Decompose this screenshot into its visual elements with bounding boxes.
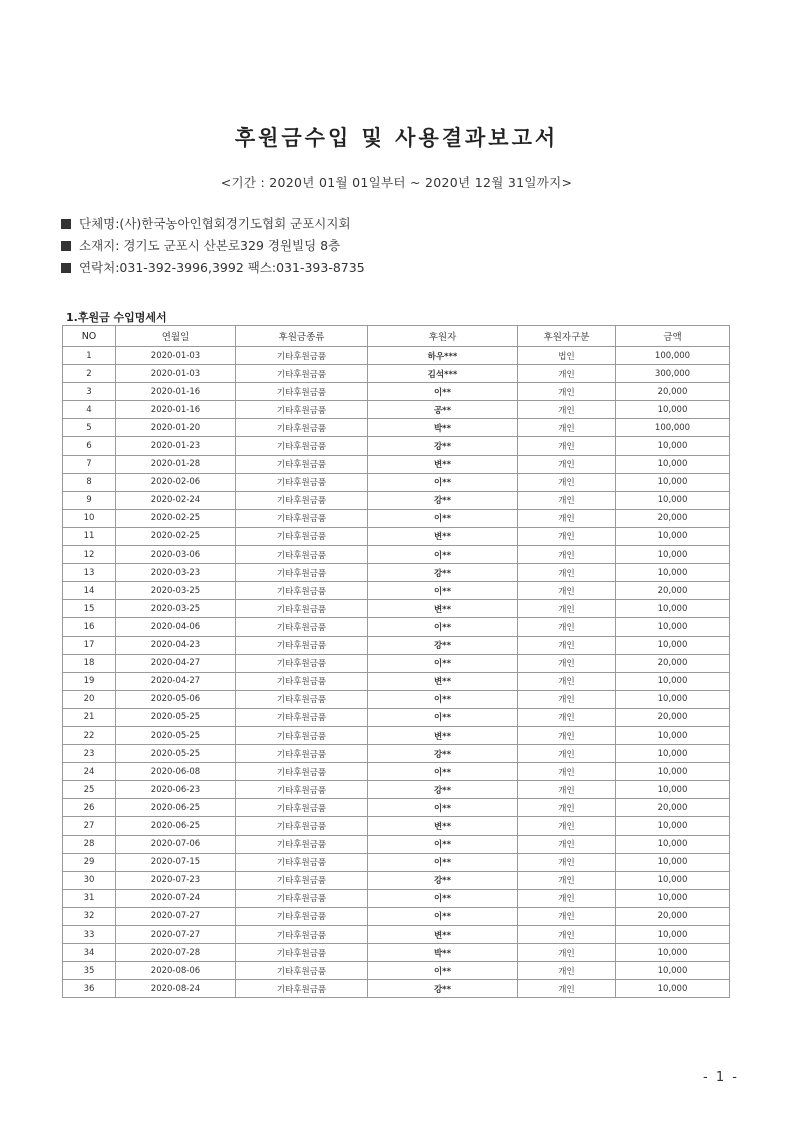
table-row [63,980,730,998]
row-donation-type: 기타후원금품 [236,600,368,618]
row-date: 2020-05-25 [116,708,236,726]
row-donation-type: 기타후원금품 [236,546,368,564]
row-donor: 강** [368,781,518,799]
row-donor-category: 개인 [518,962,616,980]
row-donor-category: 법인 [518,347,616,365]
row-donor: 이** [368,962,518,980]
row-no: 15 [63,600,116,618]
row-amount: 10,000 [616,962,730,980]
row-no: 5 [63,419,116,437]
row-no: 35 [63,962,116,980]
square-bullet-icon [61,241,71,251]
row-donation-type: 기타후원금품 [236,907,368,925]
row-amount: 10,000 [616,546,730,564]
row-donor-category: 개인 [518,817,616,835]
row-no: 18 [63,654,116,672]
row-donor-category: 개인 [518,944,616,962]
table-row [63,889,730,907]
row-donor-category: 개인 [518,926,616,944]
row-donor-category: 개인 [518,582,616,600]
row-donor-category: 개인 [518,672,616,690]
row-date: 2020-01-16 [116,383,236,401]
info-line-contact [61,257,365,279]
square-bullet-icon [61,263,71,273]
row-amount: 20,000 [616,509,730,527]
row-no: 32 [63,907,116,925]
row-amount: 10,000 [616,781,730,799]
row-amount: 10,000 [616,980,730,998]
table-row [63,962,730,980]
row-no: 21 [63,708,116,726]
row-donation-type: 기타후원금품 [236,509,368,527]
row-donor-category: 개인 [518,745,616,763]
table-row [63,455,730,473]
row-date: 2020-07-24 [116,889,236,907]
table-row [63,509,730,527]
row-donor-category: 개인 [518,618,616,636]
row-date: 2020-07-23 [116,871,236,889]
table-row [63,708,730,726]
row-no: 7 [63,455,116,473]
row-donor-category: 개인 [518,781,616,799]
row-date: 2020-06-08 [116,763,236,781]
row-donor-category: 개인 [518,654,616,672]
table-row [63,672,730,690]
row-donation-type: 기타후원금품 [236,365,368,383]
row-donor: 이** [368,799,518,817]
row-donor: 박** [368,944,518,962]
row-donor: 하우*** [368,347,518,365]
row-amount: 20,000 [616,582,730,600]
organization-info [61,213,365,279]
row-amount: 10,000 [616,745,730,763]
row-date: 2020-04-23 [116,636,236,654]
report-period: <기간 : 2020년 01월 01일부터 ~ 2020년 12월 31일까지> [220,175,573,190]
table-row [63,763,730,781]
row-date: 2020-03-25 [116,600,236,618]
row-no: 8 [63,473,116,491]
row-donor: 변** [368,455,518,473]
row-amount: 10,000 [616,726,730,744]
row-donor: 이** [368,618,518,636]
row-amount: 20,000 [616,708,730,726]
row-amount: 10,000 [616,871,730,889]
row-donor-category: 개인 [518,907,616,925]
row-donor-category: 개인 [518,636,616,654]
row-no: 19 [63,672,116,690]
row-donor-category: 개인 [518,455,616,473]
row-date: 2020-07-15 [116,853,236,871]
row-donor: 강** [368,437,518,455]
row-donation-type: 기타후원금품 [236,835,368,853]
table-row [63,419,730,437]
row-donor: 강** [368,745,518,763]
donation-income-table [62,325,730,998]
row-donor: 공** [368,401,518,419]
row-amount: 20,000 [616,799,730,817]
row-date: 2020-06-25 [116,817,236,835]
header-no: NO [63,326,116,347]
table-row [63,799,730,817]
table-row [63,817,730,835]
page-number: - 1 - [703,1070,739,1085]
row-amount: 10,000 [616,527,730,545]
row-no: 36 [63,980,116,998]
row-no: 10 [63,509,116,527]
row-no: 11 [63,527,116,545]
row-donation-type: 기타후원금품 [236,817,368,835]
row-donor: 이** [368,383,518,401]
row-donation-type: 기타후원금품 [236,871,368,889]
row-date: 2020-05-06 [116,690,236,708]
table-row [63,527,730,545]
table-body [63,347,730,998]
row-amount: 10,000 [616,817,730,835]
row-donor-category: 개인 [518,564,616,582]
row-donor: 변** [368,600,518,618]
row-amount: 10,000 [616,835,730,853]
row-donation-type: 기타후원금품 [236,853,368,871]
row-no: 17 [63,636,116,654]
row-donation-type: 기타후원금품 [236,437,368,455]
table-row [63,582,730,600]
square-bullet-icon [61,219,71,229]
row-donor-category: 개인 [518,726,616,744]
table-row [63,491,730,509]
row-no: 12 [63,546,116,564]
row-donation-type: 기타후원금품 [236,745,368,763]
row-date: 2020-02-25 [116,509,236,527]
row-donor-category: 개인 [518,509,616,527]
row-date: 2020-03-25 [116,582,236,600]
row-date: 2020-07-06 [116,835,236,853]
info-line-organization [61,213,365,235]
row-donation-type: 기타후원금품 [236,980,368,998]
row-donor: 이** [368,853,518,871]
row-date: 2020-01-03 [116,347,236,365]
row-no: 16 [63,618,116,636]
row-donor: 강** [368,980,518,998]
row-donation-type: 기타후원금품 [236,455,368,473]
row-amount: 10,000 [616,672,730,690]
organization-contact: 연락처:031-392-3996,3992 팩스:031-393-8735 [79,260,365,275]
row-donation-type: 기타후원금품 [236,690,368,708]
row-donation-type: 기타후원금품 [236,473,368,491]
row-date: 2020-02-25 [116,527,236,545]
row-donation-type: 기타후원금품 [236,962,368,980]
row-no: 28 [63,835,116,853]
row-donor: 박** [368,419,518,437]
row-no: 27 [63,817,116,835]
row-donor-category: 개인 [518,600,616,618]
row-date: 2020-01-20 [116,419,236,437]
row-donor-category: 개인 [518,690,616,708]
row-no: 30 [63,871,116,889]
row-no: 3 [63,383,116,401]
row-donor: 강** [368,491,518,509]
header-donor-category: 후원자구분 [518,326,616,347]
row-donor: 이** [368,509,518,527]
row-amount: 10,000 [616,455,730,473]
row-amount: 20,000 [616,383,730,401]
row-no: 14 [63,582,116,600]
row-no: 20 [63,690,116,708]
row-donor-category: 개인 [518,437,616,455]
row-amount: 300,000 [616,365,730,383]
row-donor-category: 개인 [518,419,616,437]
header-amount: 금액 [616,326,730,347]
table-row [63,473,730,491]
table-row [63,944,730,962]
row-donation-type: 기타후원금품 [236,419,368,437]
organization-address: 소재지: 경기도 군포시 산본로329 경원빌딩 8층 [79,238,341,253]
table-row [63,600,730,618]
table-row [63,564,730,582]
row-amount: 10,000 [616,944,730,962]
row-date: 2020-04-27 [116,654,236,672]
row-donor: 이** [368,690,518,708]
table-row [63,926,730,944]
table-row [63,401,730,419]
row-donor: 변** [368,527,518,545]
row-donation-type: 기타후원금품 [236,347,368,365]
table-row [63,365,730,383]
row-date: 2020-01-03 [116,365,236,383]
row-amount: 10,000 [616,853,730,871]
table-row [63,636,730,654]
row-no: 4 [63,401,116,419]
row-amount: 10,000 [616,763,730,781]
table-row [63,745,730,763]
row-amount: 10,000 [616,690,730,708]
row-donation-type: 기타후원금품 [236,564,368,582]
row-donor-category: 개인 [518,889,616,907]
row-donor: 변** [368,926,518,944]
header-donor: 후원자 [368,326,518,347]
row-donor: 강** [368,636,518,654]
row-donor: 이** [368,907,518,925]
table-row [63,853,730,871]
table-row [63,618,730,636]
row-date: 2020-01-16 [116,401,236,419]
row-donation-type: 기타후원금품 [236,636,368,654]
row-no: 23 [63,745,116,763]
row-no: 1 [63,347,116,365]
row-amount: 10,000 [616,564,730,582]
table-row [63,654,730,672]
row-donor: 강** [368,564,518,582]
row-donor-category: 개인 [518,383,616,401]
row-date: 2020-08-24 [116,980,236,998]
header-date: 연월일 [116,326,236,347]
row-donation-type: 기타후원금품 [236,708,368,726]
row-donor: 변** [368,726,518,744]
row-date: 2020-04-27 [116,672,236,690]
row-donor-category: 개인 [518,401,616,419]
row-no: 9 [63,491,116,509]
row-amount: 20,000 [616,907,730,925]
row-donation-type: 기타후원금품 [236,763,368,781]
row-date: 2020-01-23 [116,437,236,455]
row-donation-type: 기타후원금품 [236,799,368,817]
info-line-address [61,235,365,257]
row-donor: 이** [368,708,518,726]
row-donor-category: 개인 [518,980,616,998]
header-donation-type: 후원금종류 [236,326,368,347]
row-donation-type: 기타후원금품 [236,672,368,690]
row-donor: 변** [368,817,518,835]
row-donor: 김석*** [368,365,518,383]
row-no: 25 [63,781,116,799]
row-amount: 10,000 [616,437,730,455]
row-no: 33 [63,926,116,944]
document-title: 후원금수입 및 사용결과보고서 [234,126,559,150]
row-donor: 변** [368,672,518,690]
row-date: 2020-02-24 [116,491,236,509]
row-date: 2020-02-06 [116,473,236,491]
row-date: 2020-04-06 [116,618,236,636]
row-donor: 이** [368,582,518,600]
row-donation-type: 기타후원금품 [236,618,368,636]
organization-name: 단체명:(사)한국농아인협회경기도협회 군포시지회 [79,216,351,231]
table-row [63,383,730,401]
row-no: 6 [63,437,116,455]
row-donation-type: 기타후원금품 [236,401,368,419]
table-row [63,835,730,853]
row-no: 34 [63,944,116,962]
row-donor-category: 개인 [518,835,616,853]
table-row [63,690,730,708]
row-donation-type: 기타후원금품 [236,926,368,944]
row-donor: 이** [368,473,518,491]
row-no: 24 [63,763,116,781]
row-amount: 10,000 [616,618,730,636]
row-donor: 이** [368,546,518,564]
table-header-row [63,326,730,347]
row-donor-category: 개인 [518,546,616,564]
row-donor-category: 개인 [518,871,616,889]
table-row [63,781,730,799]
row-date: 2020-08-06 [116,962,236,980]
row-donation-type: 기타후원금품 [236,944,368,962]
row-donor: 이** [368,654,518,672]
row-donation-type: 기타후원금품 [236,383,368,401]
table-row [63,871,730,889]
row-donation-type: 기타후원금품 [236,654,368,672]
row-donor-category: 개인 [518,491,616,509]
row-no: 31 [63,889,116,907]
row-donor-category: 개인 [518,799,616,817]
row-amount: 20,000 [616,654,730,672]
row-date: 2020-03-06 [116,546,236,564]
row-date: 2020-07-28 [116,944,236,962]
row-date: 2020-05-25 [116,745,236,763]
row-no: 2 [63,365,116,383]
table-row [63,546,730,564]
table-row [63,437,730,455]
row-donor-category: 개인 [518,527,616,545]
row-donation-type: 기타후원금품 [236,726,368,744]
row-date: 2020-05-25 [116,726,236,744]
row-amount: 100,000 [616,419,730,437]
row-donor: 이** [368,889,518,907]
row-no: 22 [63,726,116,744]
row-amount: 10,000 [616,889,730,907]
row-donor-category: 개인 [518,853,616,871]
row-amount: 100,000 [616,347,730,365]
row-date: 2020-07-27 [116,926,236,944]
row-amount: 10,000 [616,473,730,491]
row-amount: 10,000 [616,600,730,618]
row-donation-type: 기타후원금품 [236,889,368,907]
row-no: 26 [63,799,116,817]
row-donor: 이** [368,835,518,853]
row-donor-category: 개인 [518,473,616,491]
row-date: 2020-06-25 [116,799,236,817]
row-donor: 강** [368,871,518,889]
row-amount: 10,000 [616,401,730,419]
section-title: 1.후원금 수입명세서 [66,311,167,324]
row-amount: 10,000 [616,926,730,944]
row-date: 2020-01-28 [116,455,236,473]
table-row [63,907,730,925]
row-donation-type: 기타후원금품 [236,491,368,509]
row-amount: 10,000 [616,491,730,509]
row-date: 2020-03-23 [116,564,236,582]
row-no: 13 [63,564,116,582]
row-amount: 10,000 [616,636,730,654]
row-donor-category: 개인 [518,763,616,781]
row-donor-category: 개인 [518,365,616,383]
table-row [63,347,730,365]
row-no: 29 [63,853,116,871]
row-date: 2020-07-27 [116,907,236,925]
row-date: 2020-06-23 [116,781,236,799]
row-donation-type: 기타후원금품 [236,781,368,799]
table-row [63,726,730,744]
row-donation-type: 기타후원금품 [236,582,368,600]
row-donor: 이** [368,763,518,781]
row-donor-category: 개인 [518,708,616,726]
row-donation-type: 기타후원금품 [236,527,368,545]
